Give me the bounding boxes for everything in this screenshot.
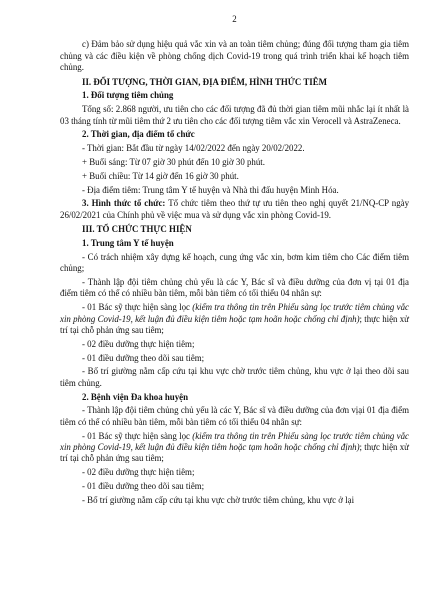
health-center-line-5: - 01 điều dưỡng theo dõi sau tiêm; [82,352,205,363]
section-3-1-heading: 1. Trung tâm Y tế huyện [82,238,174,249]
hospital-line-1: - Thành lập đội tiêm chủng chủ yếu là các Y, Bác sĩ và điều dưỡng của đơn vịại 01 địa điểm tiêm có thể có nhiều bàn tiêm, mỗi bàn tiêm có tối thiểu 04 nhân sự: [60,405,409,427]
section-2-heading: II. ĐỐI TƯỢNG, THỜI GIAN, ĐỊA ĐIỂM, HÌNH THỨC TIÊM [82,76,328,87]
hospital-line-5: - Bố trí giường nằm cấp cứu tại khu vực chờ trước tiêm chủng, khu vực ở lại [82,494,355,505]
intro-item-c: c) Đảm bảo sử dụng hiệu quả vắc xin và an toàn tiêm chủng; đúng đối tượng tham gia tiêm chủng và các điều kiện về phòng chống dịch Covid-19 trong quá trình triển khai kế hoạch tiêm chủng. [60,39,409,73]
hospital-line-4: - 01 điều dưỡng theo dõi sau tiêm; [82,481,205,492]
section-2-3-heading: 3. Hình thức tổ chức: [82,198,166,209]
screening-doctor-tail: ; thực hiện xử trí tại chỗ phản ứng sau tiêm; [60,313,409,336]
hospital-line-3: - 02 điều dưỡng thực hiện tiêm; [82,467,195,478]
section-2-2-heading: 2. Thời gian, địa điểm tổ chức [82,129,195,140]
section-2-1-heading: 1. Đối tượng tiêm chủng [82,90,174,101]
section-2-1-text: Tổng số: 2.868 người, ưu tiên cho các đối tượng đã đủ thời gian tiêm mũi nhắc lại ít nhất là 03 tháng tính từ mũi tiêm thứ 2 ưu tiên cho các đối tượng tiêm vắc xin Verocell và AstraZeneca. [60,104,409,126]
schedule-location: - Địa điểm tiêm: Trung tâm Y tế huyện và Nhà thi đấu huyện Minh Hóa. [82,184,339,195]
schedule-time: - Thời gian: Bắt đầu từ ngày 14/02/2022 đến ngày 20/02/2022. [82,143,305,154]
schedule-morning: + Buổi sáng: Từ 07 giờ 30 phút đến 10 giờ 30 phút. [82,157,265,168]
page-number: 2 [232,14,237,24]
section-2-3-text: Tổ chức tiêm theo thứ tự ưu tiên theo nghị quyết 21/NQ-CP ngày 26/02/2021 của Chính phủ về việc mua và sử dụng vắc xin phòng Covid-19. [60,198,410,220]
hospital-screening-note: (kiểm tra thông tin trên Phiếu sàng lọc trước tiêm chủng vắc xin phòng Covid-19, kết luận đủ điều kiện tiêm hoặc tạm hoãn hoặc chống chỉ định) [60,430,409,453]
hospital-screening-tail: ; thực hiện xử trí tại chỗ phản ứng sau tiêm; [60,442,409,464]
schedule-afternoon: + Buổi chiều: Từ 14 giờ đến 16 giờ 30 phút. [82,170,239,181]
screening-note: (kiểm tra thông tin trên Phiếu sàng lọc trước tiêm chủng vắc xin phòng Covid-19, kết luận đủ điều kiện tiêm hoặc tạm hoãn hoặc chống chỉ định) [60,302,409,324]
health-center-line-3 [60,302,409,336]
health-center-line-4: - 02 điều dưỡng thực hiện tiêm; [82,338,195,349]
section-2-3-paragraph [60,198,409,221]
hospital-line-2 [60,431,409,465]
screening-doctor-text: - 01 Bác sỹ thực hiện sàng lọc [82,302,193,313]
section-3-2-heading: 2. Bệnh viện Đa khoa huyện [82,391,189,402]
health-center-line-6: - Bố trí giường nằm cấp cứu tại khu vực chờ trước tiêm chủng, khu vực ở lại theo dõi sau tiêm chủng. [60,366,409,388]
health-center-line-1: - Có trách nhiệm xây dựng kế hoạch, cung ứng vắc xin, bơm kim tiêm cho Các điểm tiêm chủng; [60,251,409,274]
health-center-line-2: - Thành lập đội tiêm chủng chủ yếu là các Y, Bác sĩ và điều dưỡng của đơn vị tại 01 địa điểm tiêm có thể có nhiều bàn tiêm, mỗi bàn tiêm có tối thiểu 04 nhân sự: [60,277,409,299]
hospital-screening-text: - 01 Bác sỹ thực hiện sàng lọc [82,430,193,441]
section-3-heading: III. TỔ CHỨC THỰC HIỆN [82,224,192,235]
